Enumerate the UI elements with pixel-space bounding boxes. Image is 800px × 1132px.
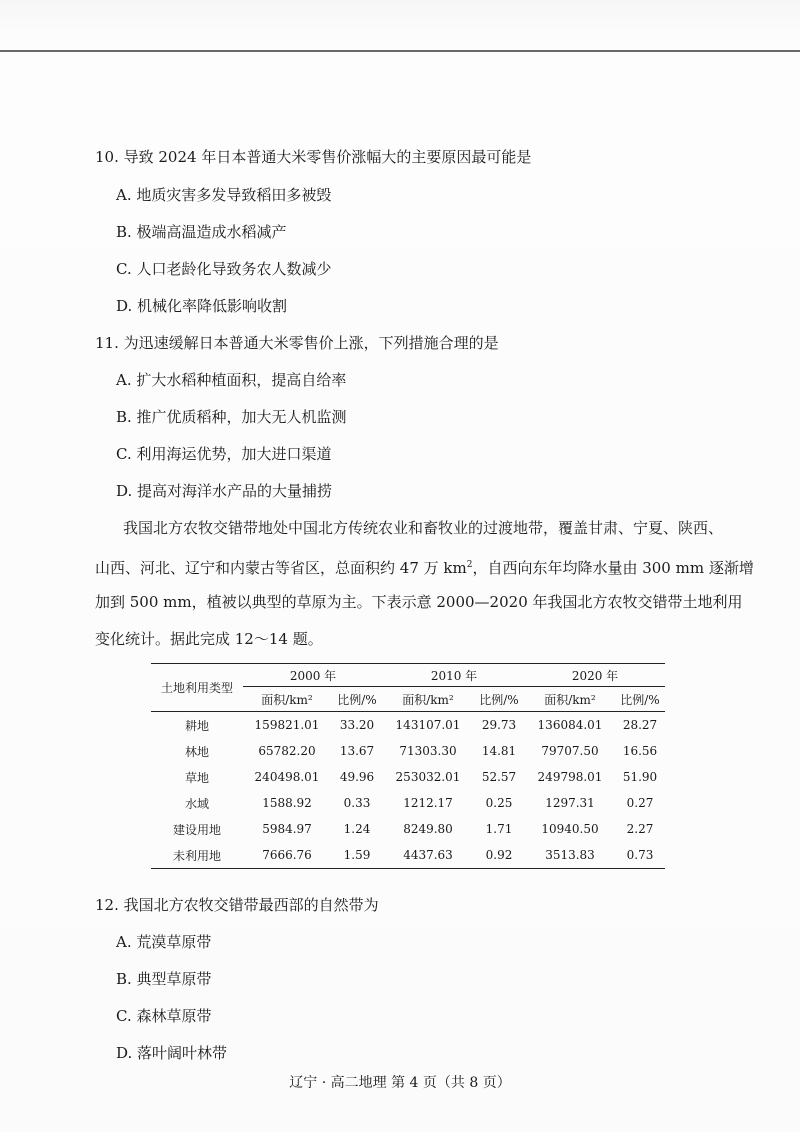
- question-12-stem: 12. 我国北方农牧交错带最西部的自然带为: [95, 896, 379, 914]
- cell-area-2020: 249798.01: [537, 770, 603, 784]
- question-10-option-a: A. 地质灾害多发导致稻田多被毁: [116, 186, 332, 204]
- table-row: [151, 790, 665, 816]
- cell-ratio-2020: 16.56: [622, 744, 658, 758]
- cell-ratio-2000: 33.20: [339, 718, 375, 732]
- cell-area-2000: 1588.92: [262, 796, 312, 810]
- passage-line-2-sup: 2: [466, 560, 473, 570]
- table-row: [151, 816, 665, 842]
- question-11-stem: 11. 为迅速缓解日本普通大米零售价上涨，下列措施合理的是: [95, 334, 499, 352]
- table-header-type: 土地利用类型: [151, 664, 243, 712]
- question-10-stem: 10. 导致 2024 年日本普通大米零售价涨幅大的主要原因最可能是: [95, 148, 532, 166]
- passage-line-3: 加到 500 mm，植被以典型的草原为主。下表示意 2000—2020 年我国北方农牧交错带土地利用: [95, 593, 743, 611]
- question-11-option-b: B. 推广优质稻种，加大无人机监测: [116, 408, 347, 426]
- cell-type: 未利用地: [151, 842, 243, 869]
- cell-ratio-2000: 1.24: [343, 822, 371, 836]
- cell-ratio-2010: 14.81: [481, 744, 517, 758]
- cell-area-2020: 79707.50: [541, 744, 599, 758]
- table-header-area: 面积/km²: [525, 687, 615, 712]
- cell-type: 水域: [184, 796, 209, 811]
- cell-ratio-2000: 0.33: [343, 796, 371, 810]
- cell-ratio-2010: 1.71: [485, 822, 513, 836]
- cell-area-2020: 3513.83: [525, 842, 615, 869]
- cell-ratio-2010: 29.73: [481, 718, 517, 732]
- question-10-option-d: D. 机械化率降低影响收割: [116, 297, 288, 315]
- table-header-year-2000: 2000 年: [243, 664, 383, 687]
- table-header-year-2020: 2020 年: [525, 664, 665, 687]
- question-12-option-d: D. 落叶阔叶林带: [116, 1044, 228, 1062]
- question-11-option-a: A. 扩大水稻种植面积，提高自给率: [116, 371, 347, 389]
- cell-area-2020: 10940.50: [541, 822, 599, 836]
- cell-ratio-2020: 51.90: [622, 770, 658, 784]
- question-11-option-d: D. 提高对海洋水产品的大量捕捞: [116, 482, 333, 500]
- cell-area-2000: 7666.76: [243, 842, 331, 869]
- cell-ratio-2020: 2.27: [626, 822, 654, 836]
- passage-line-2-post: ，自西向东年均降水量由 300 mm 逐渐增: [472, 559, 754, 577]
- cell-area-2010: 8249.80: [403, 822, 453, 836]
- cell-ratio-2020: 0.73: [615, 842, 665, 869]
- cell-area-2010: 4437.63: [383, 842, 473, 869]
- question-12-option-a: A. 荒漠草原带: [116, 933, 212, 951]
- table-row: [151, 738, 665, 764]
- table-header-area: 面积/km²: [243, 687, 331, 712]
- passage-line-2-pre: 山西、河北、辽宁和内蒙古等省区，总面积约 47 万 km: [95, 559, 467, 577]
- cell-ratio-2010: 0.92: [473, 842, 525, 869]
- cell-area-2010: 143107.01: [395, 718, 461, 732]
- question-12-option-b: B. 典型草原带: [116, 970, 212, 988]
- cell-type: 林地: [184, 744, 209, 759]
- table-row: [151, 712, 665, 739]
- cell-type: 建设用地: [172, 822, 221, 837]
- table-row: [151, 764, 665, 790]
- cell-area-2000: 240498.01: [254, 770, 320, 784]
- table-header-ratio: 比例/%: [473, 687, 525, 712]
- cell-area-2010: 1212.17: [403, 796, 453, 810]
- cell-type: 耕地: [184, 718, 209, 733]
- page-footer: 辽宁 · 高二地理 第 4 页（共 8 页）: [289, 1075, 511, 1091]
- cell-ratio-2020: 0.27: [626, 796, 654, 810]
- question-10-option-b: B. 极端高温造成水稻减产: [116, 223, 287, 241]
- cell-area-2000: 5984.97: [262, 822, 312, 836]
- cell-type: 草地: [184, 770, 209, 785]
- cell-area-2000: 159821.01: [254, 718, 320, 732]
- question-11-option-c: C. 利用海运优势，加大进口渠道: [116, 445, 332, 463]
- table-header-ratio: 比例/%: [331, 687, 383, 712]
- table-header-ratio: 比例/%: [615, 687, 665, 712]
- cell-area-2020: 136084.01: [537, 718, 603, 732]
- cell-ratio-2000: 49.96: [339, 770, 375, 784]
- cell-area-2010: 253032.01: [395, 770, 461, 784]
- cell-ratio-2000: 1.59: [331, 842, 383, 869]
- passage-line-1: 我国北方农牧交错带地处中国北方传统农业和畜牧业的过渡地带，覆盖甘肃、宁夏、陕西、: [123, 519, 724, 537]
- question-12-option-c: C. 森林草原带: [116, 1007, 212, 1025]
- table-header-area: 面积/km²: [383, 687, 473, 712]
- cell-area-2010: 71303.30: [399, 744, 457, 758]
- cell-ratio-2010: 52.57: [481, 770, 517, 784]
- cell-area-2020: 1297.31: [545, 796, 595, 810]
- land-use-table: [151, 663, 665, 869]
- question-10-option-c: C. 人口老龄化导致务农人数减少: [116, 260, 332, 278]
- cell-area-2000: 65782.20: [258, 744, 316, 758]
- cell-ratio-2020: 28.27: [622, 718, 658, 732]
- passage-line-4: 变化统计。据此完成 12～14 题。: [95, 630, 323, 648]
- table-row: [151, 842, 665, 869]
- page-top-rule: [0, 50, 800, 52]
- cell-ratio-2010: 0.25: [485, 796, 513, 810]
- cell-ratio-2000: 13.67: [339, 744, 375, 758]
- passage-line-2: [95, 555, 754, 578]
- table-header-year-2010: 2010 年: [383, 664, 525, 687]
